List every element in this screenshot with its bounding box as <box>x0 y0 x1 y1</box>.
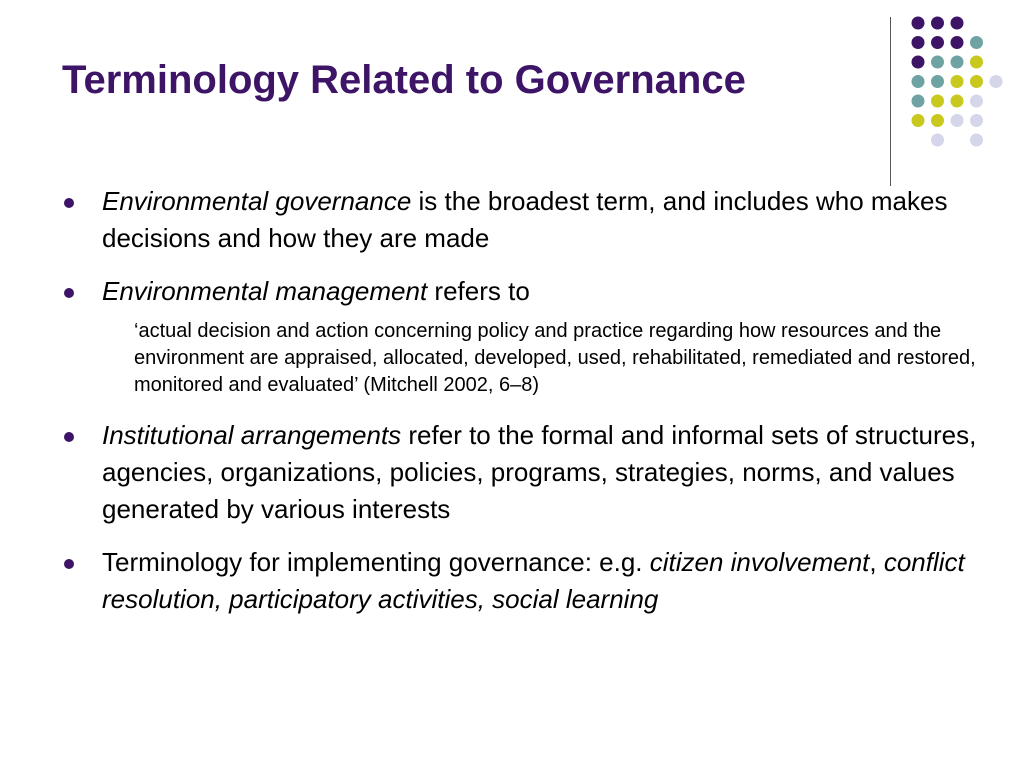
decorative-dot-lime <box>970 75 983 88</box>
decorative-dot-lime <box>951 95 964 108</box>
bullet-dot-icon <box>64 432 74 442</box>
decorative-dot-purple <box>931 17 944 30</box>
bullet-environmental-management <box>60 273 980 310</box>
decorative-dot-lavender <box>931 134 944 147</box>
term-separator: , <box>869 547 884 577</box>
decorative-dot-lavender <box>970 114 983 127</box>
decorative-dot-lavender <box>970 95 983 108</box>
decorative-dot-purple <box>912 56 925 69</box>
decorative-dot-lime <box>931 95 944 108</box>
decorative-dot-purple <box>912 17 925 30</box>
definition-quote: ‘actual decision and action concerning policy and practice regarding how resources and the environment are appraised, allocated, developed, used, rehabilitated, remediated and restored, monitored and evaluated’ (Mitchell 2002, 6–8) <box>134 320 976 396</box>
decorative-dot-teal <box>931 56 944 69</box>
decorative-dot-teal <box>951 56 964 69</box>
bullet-list <box>60 183 980 634</box>
bullet-text: Terminology for implementing governance: e.g. <box>102 547 650 577</box>
slide-title: Terminology Related to Governance <box>62 58 746 102</box>
decorative-dot-lime <box>970 56 983 69</box>
decorative-dot-teal <box>970 36 983 49</box>
decorative-dot-teal <box>931 75 944 88</box>
vertical-divider <box>890 17 891 186</box>
bullet-implementing-governance <box>60 544 980 618</box>
decorative-dot-purple <box>951 17 964 30</box>
term-environmental-governance: Environmental governance <box>102 186 412 216</box>
decorative-dot-lime <box>912 114 925 127</box>
decorative-dot-purple <box>912 36 925 49</box>
decorative-dot-purple <box>951 36 964 49</box>
term-institutional-arrangements: Institutional arrangements <box>102 420 402 450</box>
decorative-dot-lime <box>951 75 964 88</box>
bullet-dot-icon <box>64 198 74 208</box>
decorative-dot-lime <box>931 114 944 127</box>
bullet-environmental-governance <box>60 183 980 257</box>
term-list: conflict resolution, participatory activities, social learning <box>102 547 965 614</box>
term-citizen-involvement: citizen involvement <box>649 547 870 577</box>
bullet-dot-icon <box>64 559 74 569</box>
decorative-dot-lavender <box>970 134 983 147</box>
bullet-text: is the broadest term, and includes who makes decisions and how they are made <box>102 186 948 253</box>
bullet-dot-icon <box>64 288 74 298</box>
decorative-dot-teal <box>912 75 925 88</box>
decorative-dot-lavender <box>951 114 964 127</box>
bullet-institutional-arrangements <box>60 417 980 528</box>
bullet-text: refer to the formal and informal sets of structures, agencies, organizations, policies, programs, strategies, norms, and values generated by various interests <box>102 420 977 524</box>
bullet-text: refers to <box>427 276 530 306</box>
decorative-dot-lavender <box>990 75 1003 88</box>
decorative-dot-purple <box>931 36 944 49</box>
term-environmental-management: Environmental management <box>102 276 428 306</box>
decorative-dot-teal <box>912 95 925 108</box>
